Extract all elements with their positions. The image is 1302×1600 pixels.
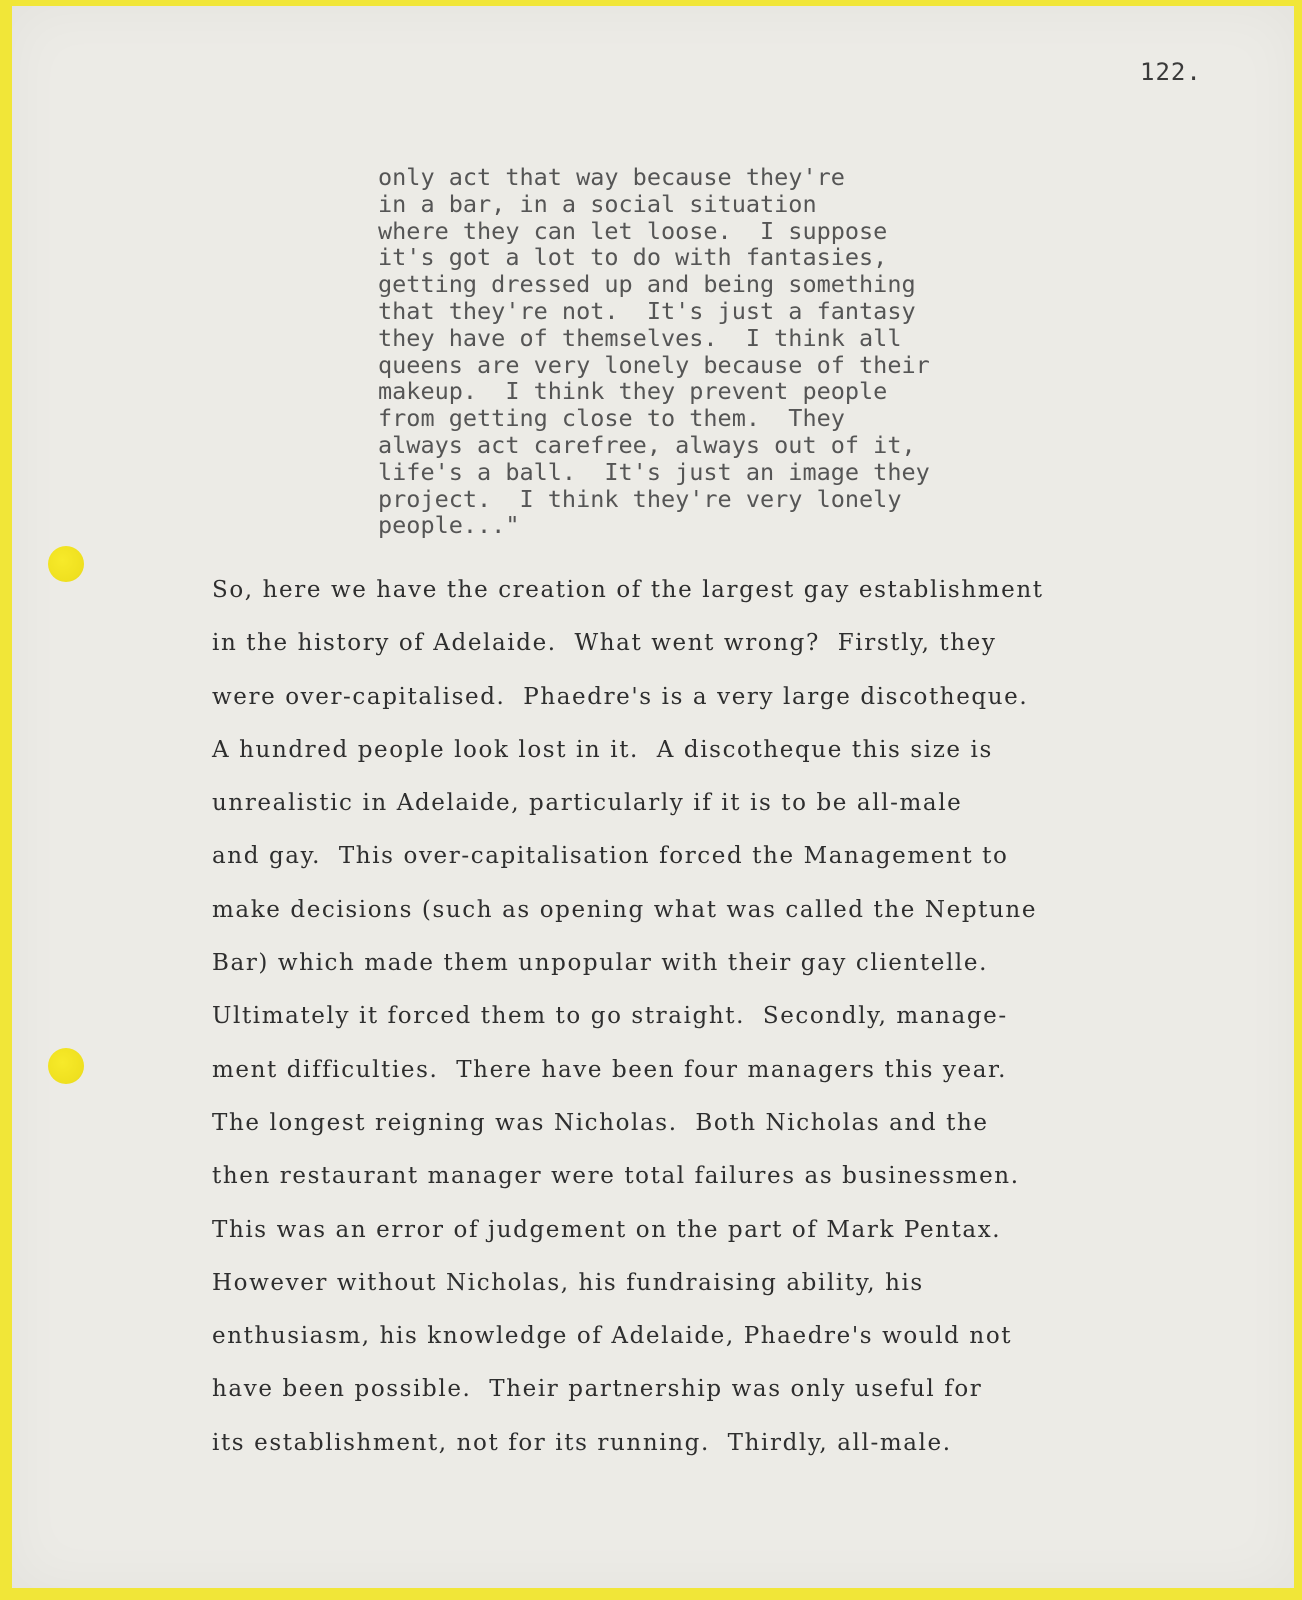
body-line: Bar) which made them unpopular with their gay clientelle. [212,950,988,977]
body-line: A hundred people look lost in it. A discotheque this size is [212,736,993,763]
quote-line: they have of themselves. I think all [378,323,902,352]
body-paragraph [212,564,1272,1470]
body-line: This was an error of judgement on the part of Mark Pentax. [212,1216,1002,1243]
quote-line: that they're not. It's just a fantasy [378,296,916,325]
body-line: make decisions (such as opening what was called the Neptune [212,896,1038,923]
punch-hole [48,1048,84,1084]
quote-line: in a bar, in a social situation [378,189,817,218]
body-line: The longest reigning was Nicholas. Both Nicholas and the [212,1109,989,1136]
body-line: have been possible. Their partnership was only useful for [212,1376,983,1403]
body-line: So, here we have the creation of the largest gay establishment [212,577,1044,603]
quote-line: it's got a lot to do with fantasies, [378,243,888,272]
quote-line: from getting close to them. They [378,404,845,433]
body-line: its establishment, not for its running. Thirdly, all-male. [212,1429,952,1456]
quote-line: project. I think they're very lonely [378,484,902,513]
quote-line: getting dressed up and being something [378,270,916,299]
body-line: and gay. This over-capitalisation forced the Management to [212,843,1009,870]
quote-line: makeup. I think they prevent people [378,377,888,406]
body-line: ment difficulties. There have been four managers this year. [212,1056,1008,1083]
page-number: 122. [1140,58,1202,86]
block-quote [378,164,1058,539]
body-line: were over-capitalised. Phaedre's is a very large discotheque. [212,683,1029,710]
body-line: enthusiasm, his knowledge of Adelaide, Phaedre's would not [212,1323,1013,1350]
punch-hole [48,546,84,582]
quote-line: life's a ball. It's just an image they [378,457,930,486]
quote-line: queens are very lonely because of their [378,350,930,379]
quote-line: always act carefree, always out of it, [378,430,916,459]
document-page [12,6,1294,1588]
body-line: Ultimately it forced them to go straight. Secondly, manage- [212,1003,1008,1030]
quote-line: people..." [378,511,520,540]
body-line: then restaurant manager were total failures as businessmen. [212,1163,1020,1190]
quote-line: where they can let loose. I suppose [378,216,888,245]
body-line: unrealistic in Adelaide, particularly if it is to be all-male [212,790,963,817]
quote-line: only act that way because they're [378,163,845,191]
body-line: However without Nicholas, his fundraising ability, his [212,1269,924,1296]
body-line: in the history of Adelaide. What went wrong? Firstly, they [212,630,997,657]
